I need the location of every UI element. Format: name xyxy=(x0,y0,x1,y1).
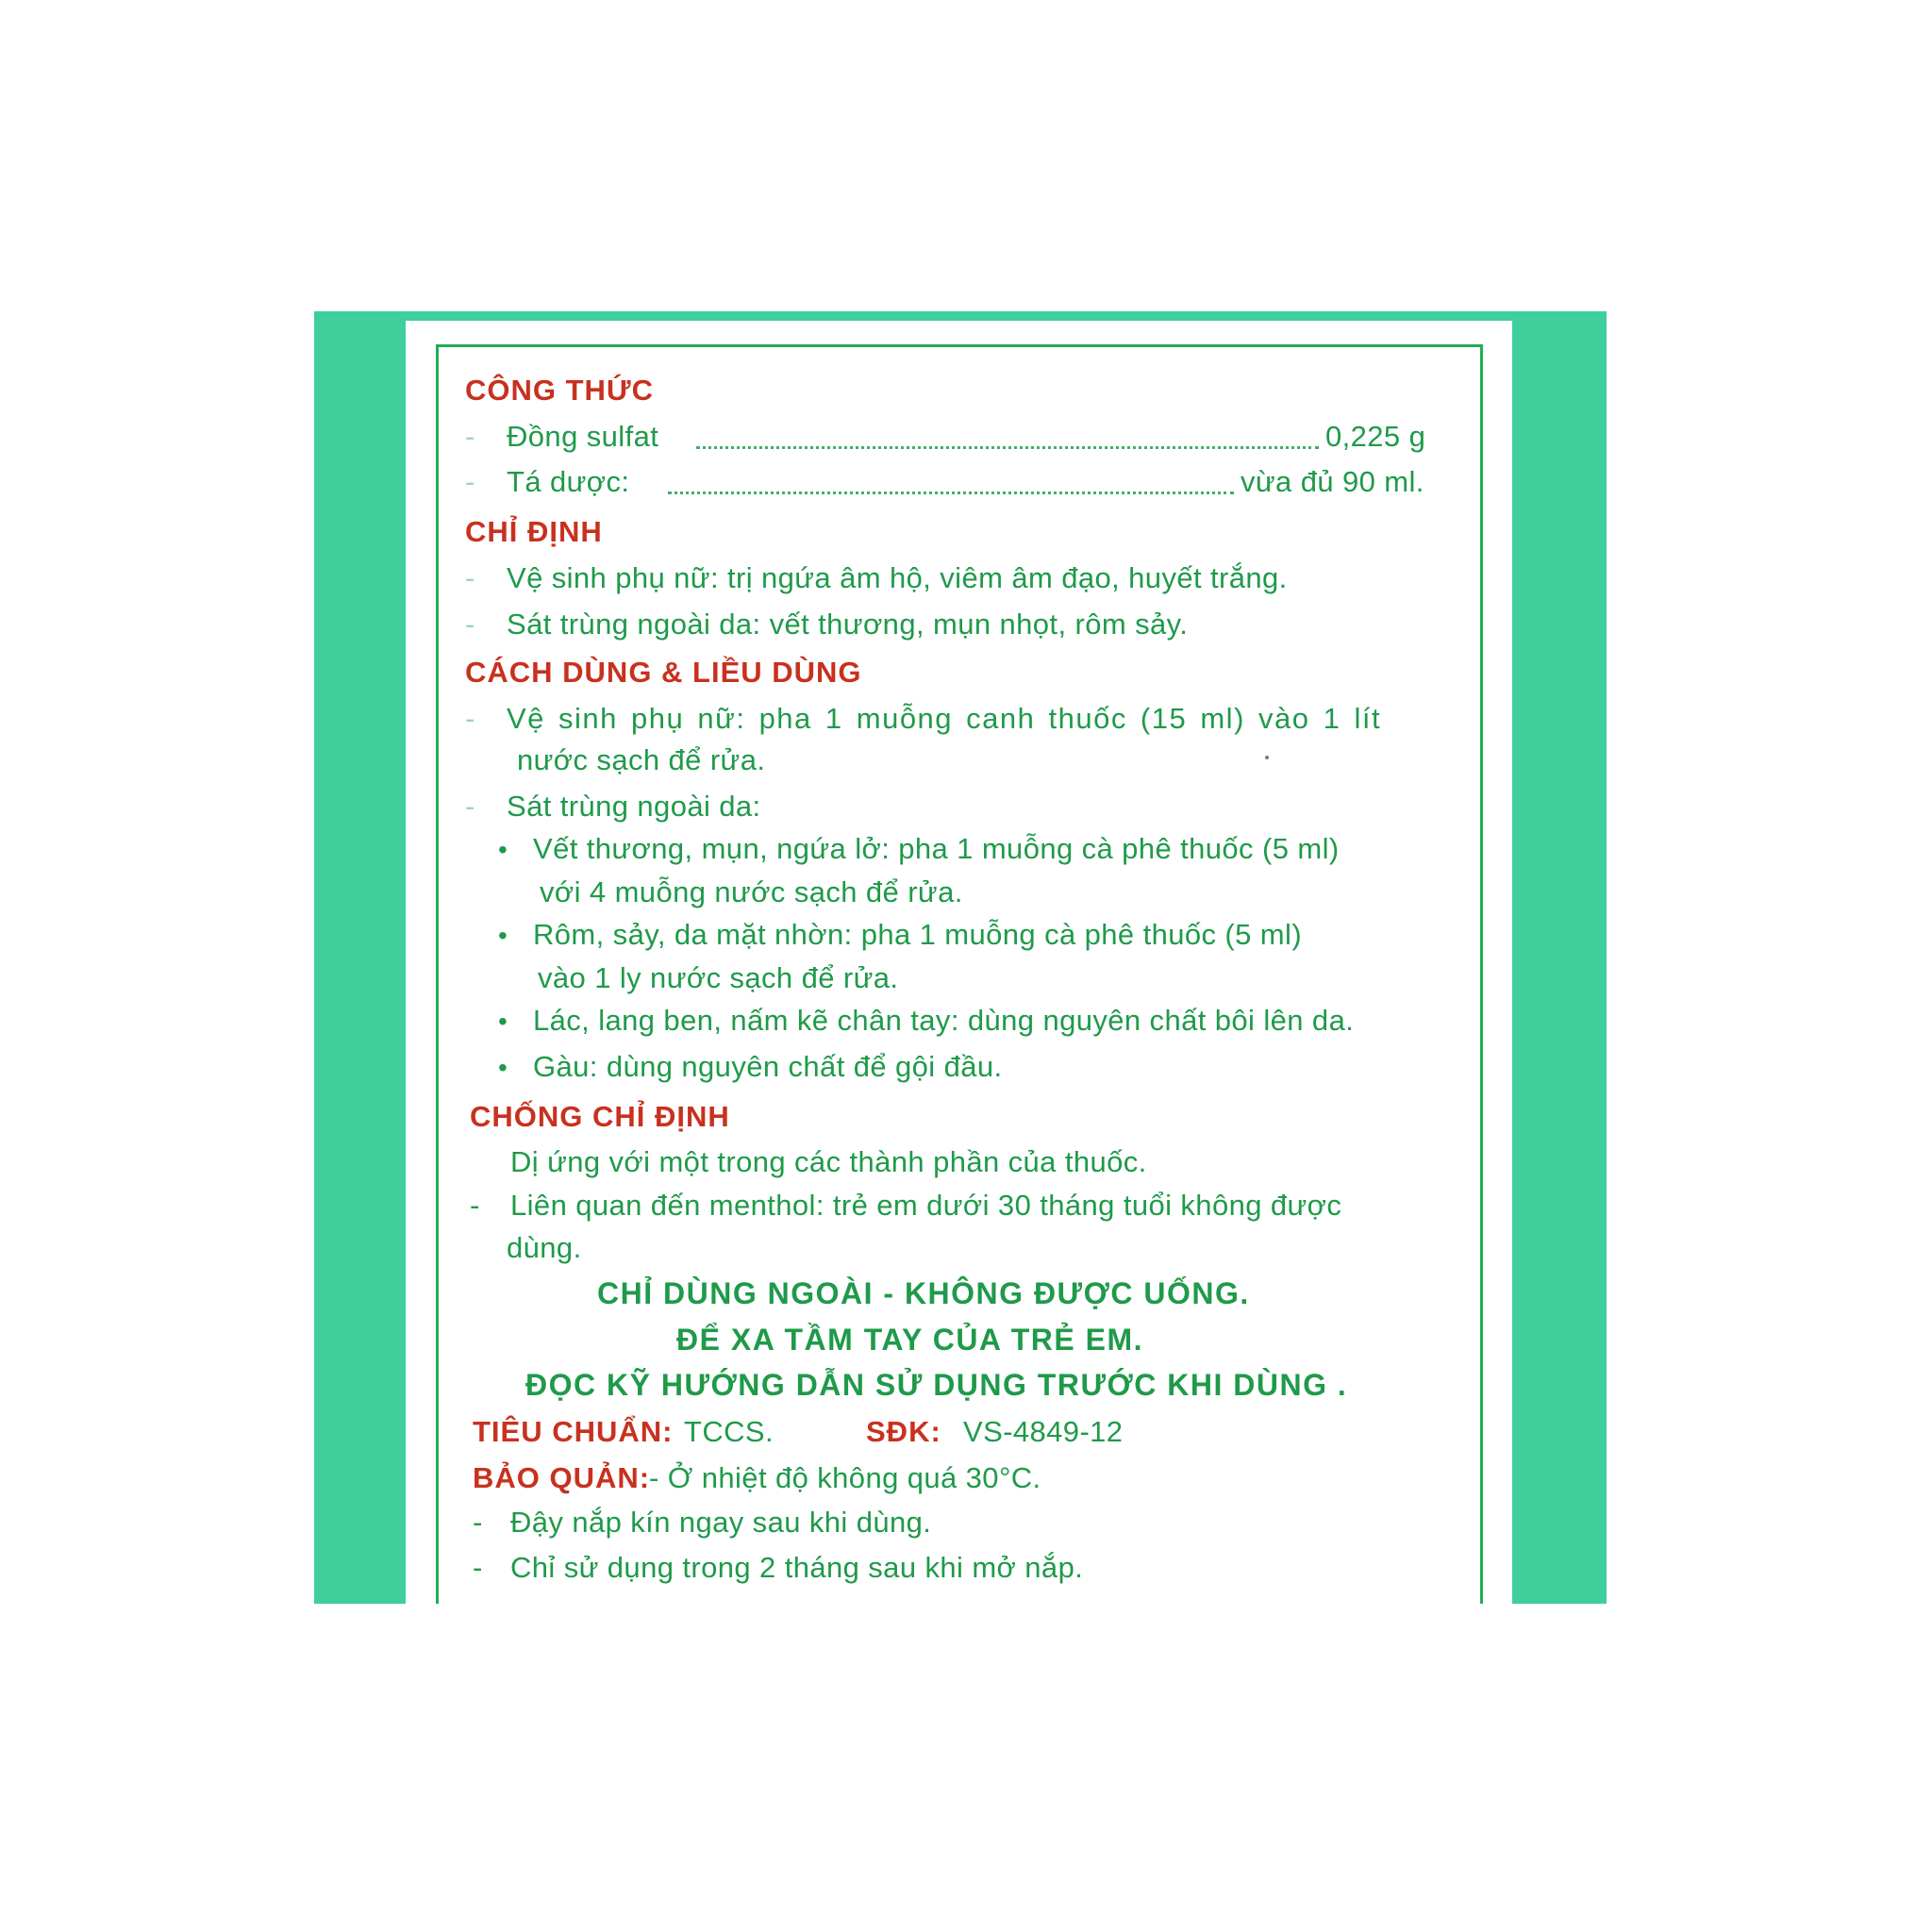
usage-line: Vệ sinh phụ nữ: pha 1 muỗng canh thuốc (15 ml) vào 1 lít xyxy=(507,702,1382,735)
formula-item-name: Tá dược: xyxy=(507,465,630,498)
bullet-mark: • xyxy=(498,921,508,950)
formula-item-value: vừa đủ 90 ml. xyxy=(1241,465,1424,498)
standard-value: TCCS. xyxy=(684,1415,774,1448)
usage-bullet-line: Rôm, sảy, da mặt nhờn: pha 1 muỗng cà phê thuốc (5 ml) xyxy=(533,918,1303,951)
usage-dash: - xyxy=(465,702,475,735)
formula-item-name: Đồng sulfat xyxy=(507,420,659,453)
contra-line: Dị ứng với một trong các thành phần của thuốc. xyxy=(510,1145,1147,1178)
standard-label: TIÊU CHUẨN: xyxy=(473,1415,674,1448)
usage-line: nước sạch để rửa. xyxy=(517,743,766,776)
indication-item: Vệ sinh phụ nữ: trị ngứa âm hộ, viêm âm đạo, huyết trắng. xyxy=(507,561,1288,594)
contra-line: dùng. xyxy=(507,1231,582,1264)
usage-bullet-line: Lác, lang ben, nấm kẽ chân tay: dùng nguyên chất bôi lên da. xyxy=(533,1004,1355,1037)
bullet-mark: • xyxy=(498,835,508,864)
dotted-leader xyxy=(668,491,1234,494)
warning-read-instructions: ĐỌC KỸ HƯỚNG DẪN SỬ DỤNG TRƯỚC KHI DÙNG . xyxy=(525,1368,1348,1402)
warning-keep-away-children: ĐỂ XA TẦM TAY CỦA TRẺ EM. xyxy=(676,1323,1144,1357)
storage-line: Đậy nắp kín ngay sau khi dùng. xyxy=(510,1506,932,1539)
indication-item: Sát trùng ngoài da: vết thương, mụn nhọt, rôm sảy. xyxy=(507,608,1189,641)
usage-dash: - xyxy=(465,790,475,823)
indication-dash: - xyxy=(465,561,475,594)
storage-dash: - xyxy=(473,1551,483,1584)
bullet-mark: • xyxy=(498,1053,508,1082)
registration-label: SĐK: xyxy=(866,1415,941,1448)
heading-cach-dung: CÁCH DÙNG & LIỀU DÙNG xyxy=(465,656,862,689)
contra-dash: - xyxy=(470,1189,480,1222)
formula-item-dash: - xyxy=(465,465,475,498)
heading-chong-chi-dinh: CHỐNG CHỈ ĐỊNH xyxy=(470,1100,730,1133)
heading-cong-thuc: CÔNG THỨC xyxy=(465,374,655,407)
storage-dash: - xyxy=(473,1506,483,1539)
registration-number: VS-4849-12 xyxy=(963,1415,1124,1448)
usage-line: Sát trùng ngoài da: xyxy=(507,790,761,823)
storage-line: - Ở nhiệt độ không quá 30°C. xyxy=(649,1461,1041,1494)
speck xyxy=(1265,756,1269,759)
indication-dash: - xyxy=(465,608,475,641)
formula-item-dash: - xyxy=(465,420,475,453)
usage-bullet-line: Vết thương, mụn, ngứa lở: pha 1 muỗng cà phê thuốc (5 ml) xyxy=(533,832,1340,865)
warning-external-use: CHỈ DÙNG NGOÀI - KHÔNG ĐƯỢC UỐNG. xyxy=(597,1276,1250,1310)
usage-bullet-line: Gàu: dùng nguyên chất để gội đầu. xyxy=(533,1050,1003,1083)
dotted-leader xyxy=(696,446,1319,449)
usage-bullet-line: với 4 muỗng nước sạch để rửa. xyxy=(540,875,963,908)
storage-line: Chỉ sử dụng trong 2 tháng sau khi mở nắp. xyxy=(510,1551,1084,1584)
heading-chi-dinh: CHỈ ĐỊNH xyxy=(465,515,603,548)
usage-bullet-line: vào 1 ly nước sạch để rửa. xyxy=(538,961,899,994)
bullet-mark: • xyxy=(498,1007,508,1036)
storage-label: BẢO QUẢN: xyxy=(473,1461,651,1494)
formula-item-value: 0,225 g xyxy=(1325,420,1426,453)
medicine-label xyxy=(406,321,1512,1604)
bottle-photo xyxy=(314,311,1607,1604)
contra-line: Liên quan đến menthol: trẻ em dưới 30 tháng tuổi không được xyxy=(510,1189,1342,1222)
